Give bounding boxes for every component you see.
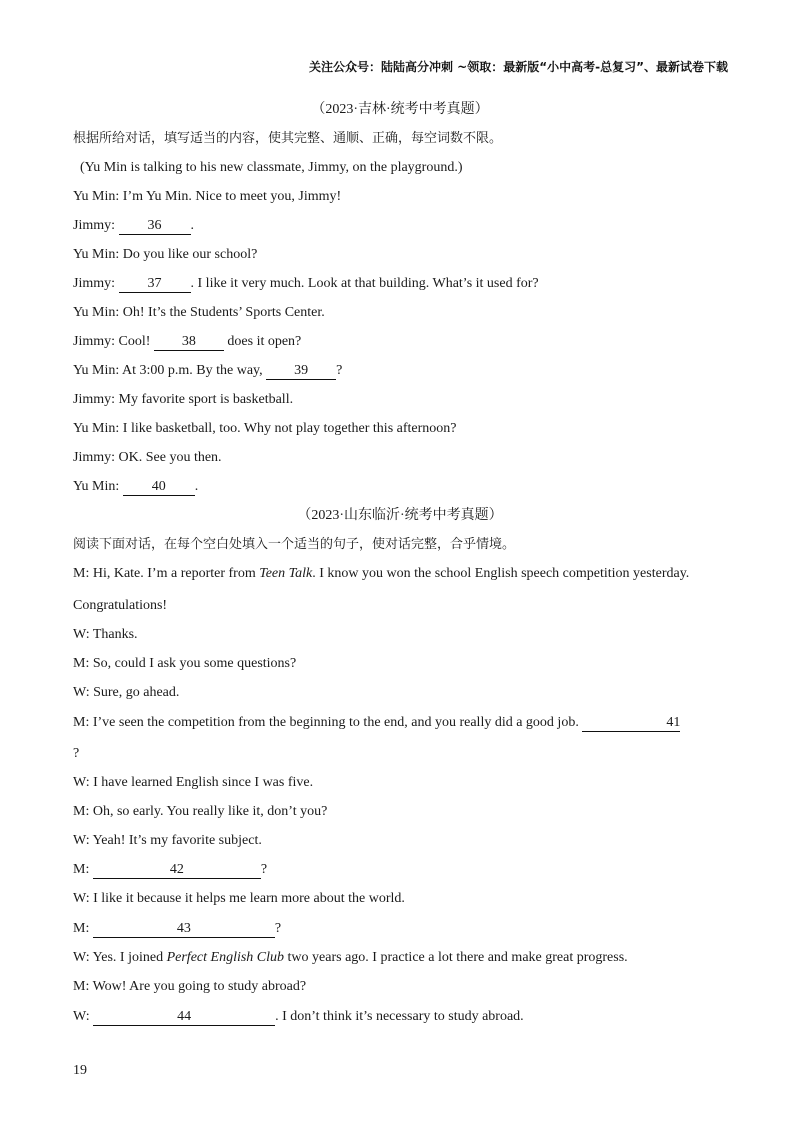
page-header: 关注公众号：陆陆高分冲刺 ~领取：最新版“小中高考-总复习”、最新试卷下载 — [309, 60, 728, 74]
dialogue-line: W: Yeah! It’s my favorite subject. — [73, 833, 262, 848]
dialogue-line: W: 44 . I don’t think it’s necessary to study abroad. — [73, 1009, 524, 1024]
page-number: 19 — [73, 1063, 87, 1078]
dialogue-line: Yu Min: I like basketball, too. Why not play together this afternoon? — [73, 421, 457, 436]
dialogue-line: M: 42 ? — [73, 862, 268, 877]
blank-43[interactable]: 43 — [93, 921, 275, 938]
blank-40[interactable]: 40 — [123, 479, 195, 496]
blank-38[interactable]: 38 — [154, 334, 224, 351]
club-name: Perfect English Club — [166, 950, 285, 965]
dialogue-line: M: So, could I ask you some questions? — [73, 656, 297, 671]
dialogue-line: ? — [73, 746, 80, 761]
dialogue-line: M: Hi, Kate. I’m a reporter from Teen Talk. I know you won the school English speech competition yesterday. — [73, 566, 690, 581]
dialogue-line: Jimmy: Cool! 38 does it open? — [73, 334, 302, 349]
dialogue-line: W: Yes. I joined Perfect English Club two years ago. I practice a lot there and make great progress. — [73, 950, 628, 965]
blank-41[interactable]: 41 — [582, 715, 680, 732]
blank-44[interactable]: 44 — [93, 1009, 275, 1026]
dialogue-line: M: I’ve seen the competition from the beginning to the end, and you really did a good job. 41 — [73, 715, 681, 730]
blank-36[interactable]: 36 — [119, 218, 191, 235]
dialogue-context: (Yu Min is talking to his new classmate, Jimmy, on the playground.) — [80, 160, 463, 175]
dialogue-line: W: Thanks. — [73, 627, 138, 642]
dialogue-line: W: I like it because it helps me learn more about the world. — [73, 891, 405, 906]
magazine-title: Teen Talk — [259, 566, 313, 581]
blank-37[interactable]: 37 — [119, 276, 191, 293]
section1-instruction: 根据所给对话，填写适当的内容，使其完整、通顺、正确，每空词数不限。 — [73, 131, 503, 146]
dialogue-line: M: 43 ? — [73, 921, 282, 936]
section2-source: （2023·山东临沂·统考中考真题） — [297, 508, 503, 523]
dialogue-line: Yu Min: At 3:00 p.m. By the way, 39 ? — [73, 363, 343, 378]
dialogue-line: M: Oh, so early. You really like it, don’t you? — [73, 804, 328, 819]
blank-39[interactable]: 39 — [266, 363, 336, 380]
section1-source: （2023·吉林·统考中考真题） — [311, 102, 489, 117]
dialogue-line: M: Wow! Are you going to study abroad? — [73, 979, 307, 994]
blank-42[interactable]: 42 — [93, 862, 261, 879]
dialogue-line: Yu Min: I’m Yu Min. Nice to meet you, Jimmy! — [73, 189, 342, 204]
dialogue-line: Yu Min: 40 . — [73, 479, 199, 494]
dialogue-line: Jimmy: OK. See you then. — [73, 450, 222, 465]
dialogue-line: Jimmy: 36 . — [73, 218, 195, 233]
dialogue-line: Yu Min: Oh! It’s the Students’ Sports Center. — [73, 305, 325, 320]
dialogue-line: W: I have learned English since I was five. — [73, 775, 314, 790]
dialogue-line: Congratulations! — [73, 598, 168, 613]
dialogue-line: Jimmy: 37 . I like it very much. Look at that building. What’s it used for? — [73, 276, 539, 291]
section2-instruction: 阅读下面对话，在每个空白处填入一个适当的句子，使对话完整，合乎情境。 — [73, 537, 516, 552]
dialogue-line: W: Sure, go ahead. — [73, 685, 180, 700]
dialogue-line: Yu Min: Do you like our school? — [73, 247, 258, 262]
dialogue-line: Jimmy: My favorite sport is basketball. — [73, 392, 294, 407]
